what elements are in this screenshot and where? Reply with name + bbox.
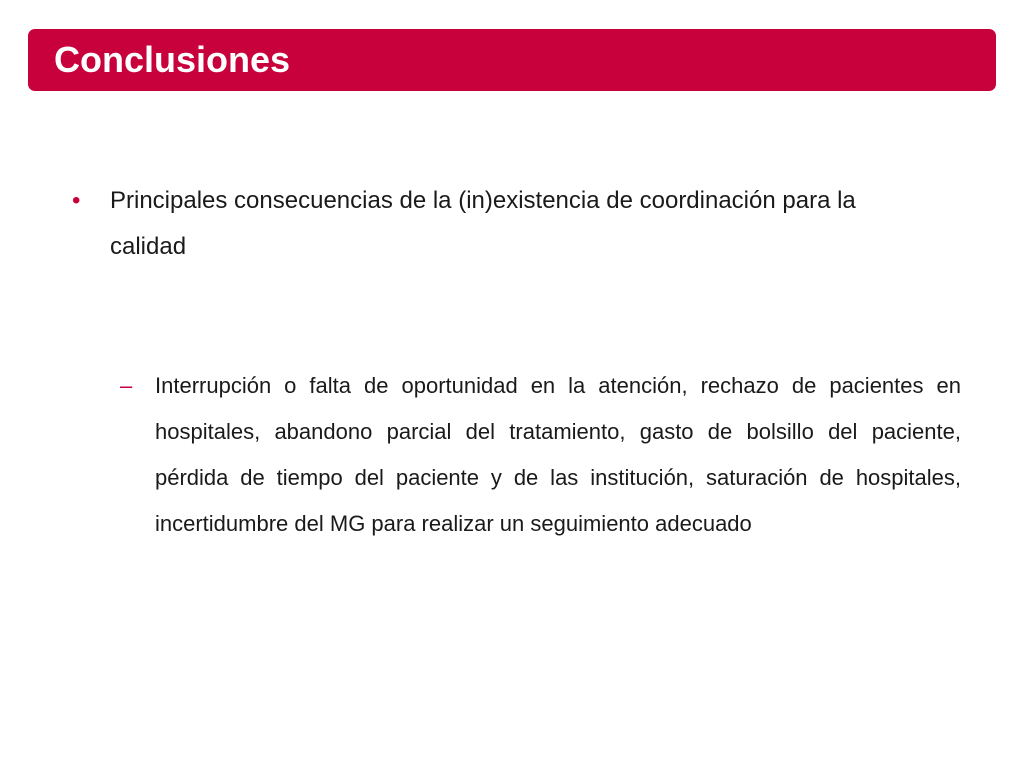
sub-bullet-marker: – [120,373,133,398]
slide-title: Conclusiones [54,39,291,80]
sub-bullet-text: Interrupción o falta de oportunidad en la atención, rechazo de pacientes en hospitales, abandono parcial del tratamiento, gasto de bolsillo del paciente, pérdida de tiempo del paciente y de las institución, saturación de hospitales, incertidumbre del MG para realizar un seguimiento adecuado [155,373,961,536]
main-bullet-text: Principales consecuencias de la (in)existencia de coordinación para la calidad [110,187,856,260]
bullet-marker: • [72,187,81,214]
title-bar [28,29,996,91]
